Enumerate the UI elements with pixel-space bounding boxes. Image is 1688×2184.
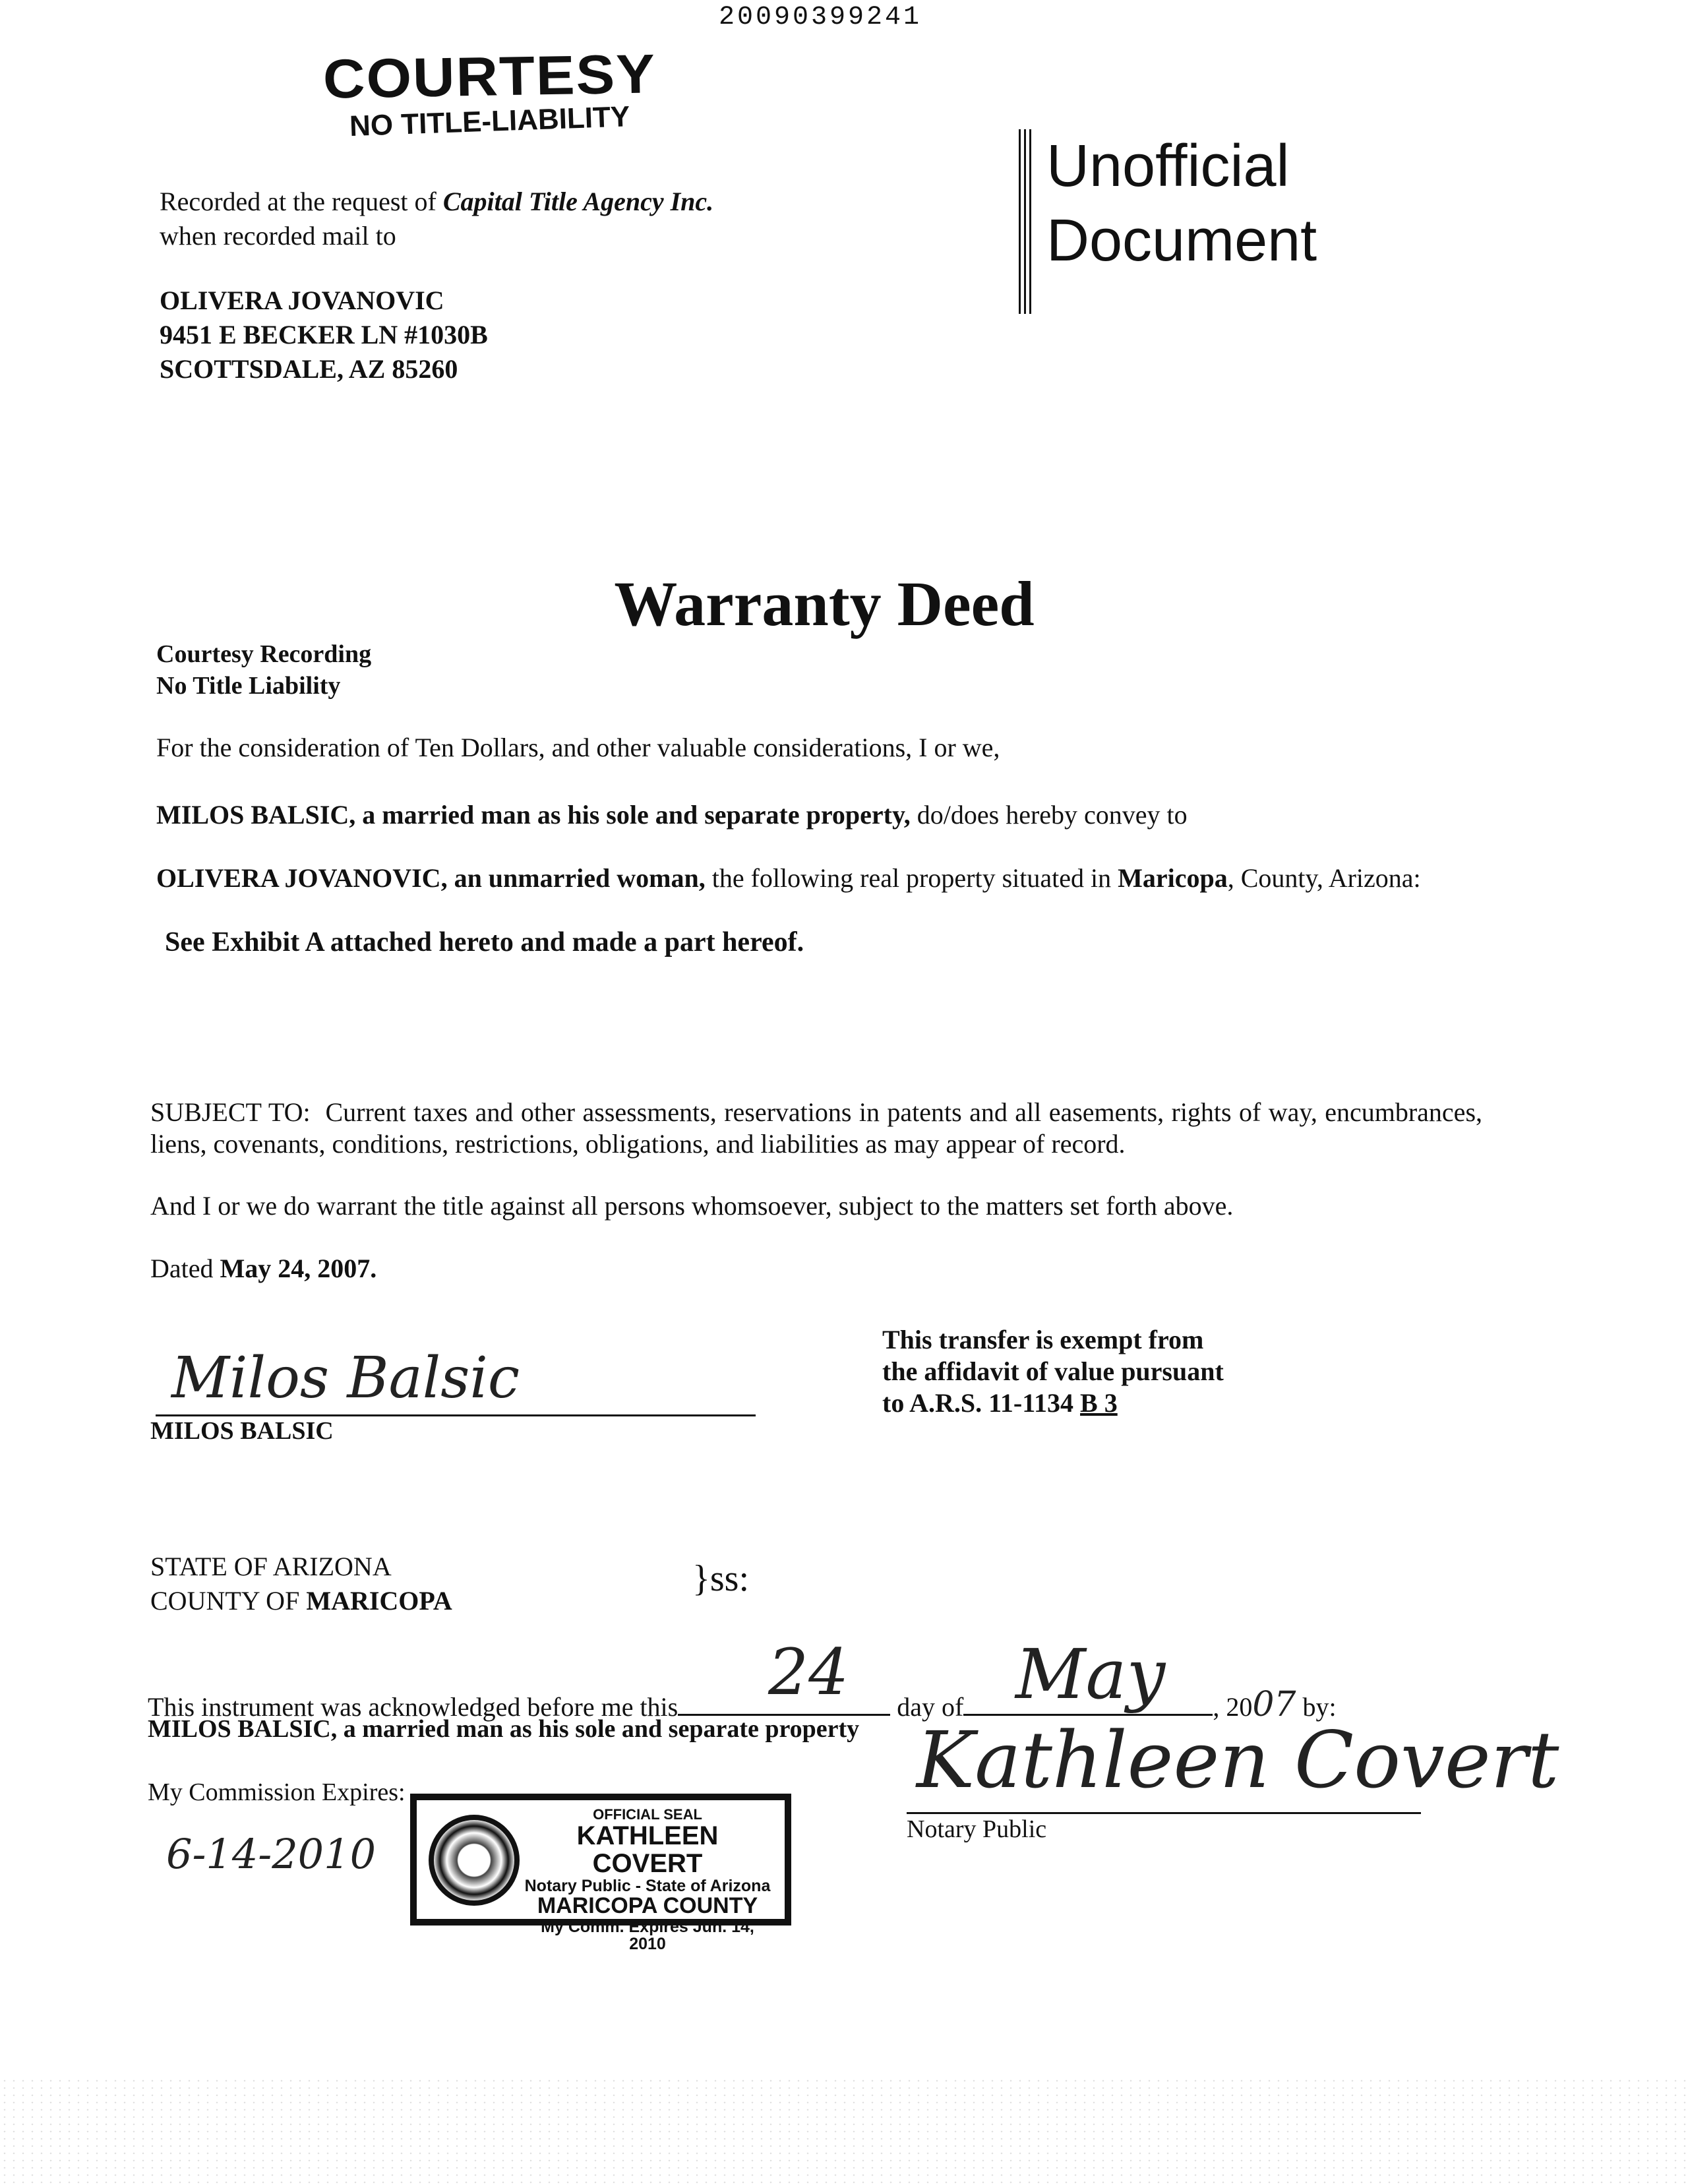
courtesy-recording (156, 638, 371, 702)
grantor-signature: Milos Balsic (171, 1345, 520, 1411)
courtesy-recording-line1: Courtesy Recording (156, 640, 372, 668)
county-name: Maricopa (1118, 863, 1228, 893)
watermark-line2: Document (1046, 207, 1317, 274)
courtesy-stamp-line2: NO TITLE-LIABILITY (349, 100, 631, 143)
recording-mail-line: when recorded mail to (160, 221, 396, 251)
courtesy-stamp (322, 42, 657, 143)
jurat-county: MARICOPA (306, 1586, 452, 1616)
state-text: , County, Arizona: (1227, 863, 1421, 893)
grantor-paragraph (156, 799, 1188, 831)
exempt-line1: This transfer is exempt from (882, 1325, 1204, 1354)
day-handwritten: 24 (768, 1635, 849, 1709)
dated-value: May 24, 2007. (220, 1254, 377, 1283)
mail-to-name: OLIVERA JOVANOVIC (160, 286, 444, 315)
mail-to-address1: 9451 E BECKER LN #1030B (160, 320, 488, 349)
subject-to-paragraph (150, 1097, 1482, 1160)
exempt-line2: the affidavit of value pursuant (882, 1356, 1224, 1386)
dated-label: Dated (150, 1254, 220, 1283)
convey-text: do/does hereby convey to (910, 800, 1188, 830)
seal-line4: MARICOPA COUNTY (537, 1893, 758, 1919)
courtesy-recording-line2: No Title Liability (156, 672, 341, 700)
jurat-state: STATE OF ARIZONA (150, 1552, 392, 1581)
exemption-notice (882, 1324, 1224, 1419)
jurat-venue (150, 1550, 452, 1618)
jurat-county-label: COUNTY OF (150, 1586, 307, 1616)
page-title: Warranty Deed (614, 568, 1035, 639)
grantee-paragraph (156, 863, 1421, 894)
grantor-printed-name: MILOS BALSIC (150, 1417, 334, 1445)
notary-seal (410, 1794, 791, 1954)
mail-to-address2: SCOTTSDALE, AZ 85260 (160, 354, 458, 384)
commission-label: My Commission Expires: (148, 1778, 406, 1806)
watermark-bars (1019, 129, 1033, 314)
day-of-text: day of (897, 1692, 964, 1722)
exhibit-reference: See Exhibit A attached hereto and made a part hereof. (165, 927, 804, 957)
ss-mark: }ss: (692, 1558, 750, 1599)
seal-line3: Notary Public - State of Arizona (524, 1877, 771, 1896)
document-number: 20090399241 (719, 3, 922, 32)
recording-agency: Capital Title Agency Inc. (442, 187, 714, 216)
exempt-line3: to A.R.S. 11-1134 (882, 1388, 1074, 1418)
recording-request (160, 185, 713, 253)
acknowledged-party: MILOS BALSIC, a married man as his sole and separate property (148, 1715, 860, 1743)
grantee-name: OLIVERA JOVANOVIC, an unmarried woman, (156, 863, 706, 893)
notary-signature-line (907, 1812, 1421, 1814)
warranty-paragraph: And I or we do warrant the title against all persons whomsoever, subject to the matters set forth above. (150, 1191, 1234, 1221)
watermark-line1: Unofficial (1046, 133, 1290, 199)
ack-text: This instrument was acknowledged before me this (148, 1692, 678, 1722)
recording-prefix: Recorded at the request of (160, 187, 443, 216)
notary-public-label: Notary Public (907, 1815, 1047, 1843)
seal-line1: OFFICIAL SEAL (593, 1806, 702, 1823)
consideration-paragraph: For the consideration of Ten Dollars, and other valuable considerations, I or we, (156, 733, 1000, 762)
courtesy-stamp-line1: COURTESY (322, 42, 657, 110)
mail-to-address (160, 284, 488, 386)
seal-line5: My Comm. Expires Jun. 14, 2010 (541, 1918, 754, 1954)
by-text: by: (1302, 1692, 1337, 1722)
year-prefix: , 20 (1213, 1692, 1253, 1722)
subject-label: SUBJECT TO: (150, 1097, 311, 1127)
unofficial-watermark (1019, 129, 1317, 278)
year-handwritten: 07 (1252, 1685, 1296, 1724)
month-handwritten: May (1015, 1634, 1166, 1714)
state-seal-icon (429, 1815, 520, 1906)
dated-line (150, 1253, 377, 1285)
subject-text: Current taxes and other assessments, reservations in patents and all easements, rights of way, encumbrances, liens, covenants, conditions, restrictions, obligations, and liabilities as may appear of record. (150, 1097, 1483, 1159)
seal-line2: KATHLEEN COVERT (576, 1821, 719, 1879)
notary-signature: Kathleen Covert (917, 1714, 1559, 1805)
commission-date-handwritten: 6-14-2010 (166, 1830, 377, 1878)
grantor-name: MILOS BALSIC, a married man as his sole and separate property, (156, 800, 911, 830)
property-text: the following real property situated in (705, 863, 1118, 893)
scan-speckle (0, 2077, 1688, 2184)
exempt-code: B 3 (1080, 1388, 1118, 1418)
